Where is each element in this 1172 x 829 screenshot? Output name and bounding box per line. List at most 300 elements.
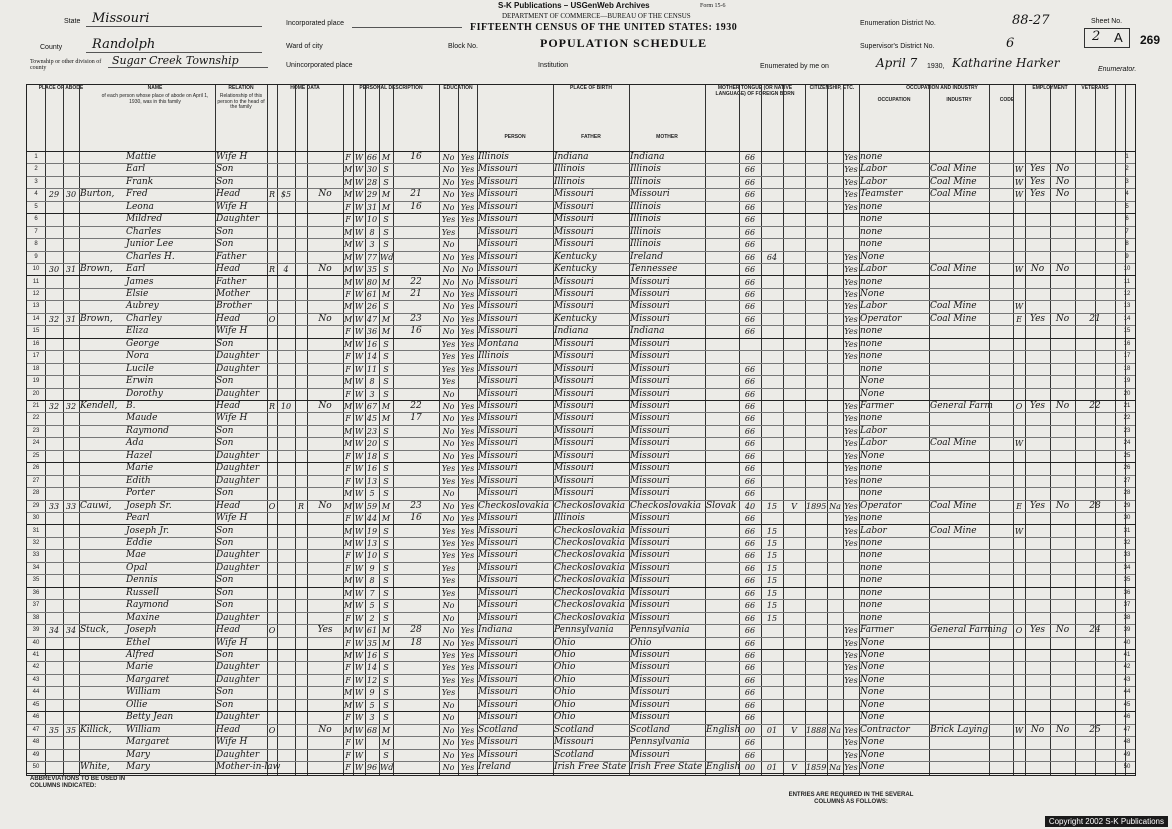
cell-vet (1051, 600, 1074, 611)
cell-agem (394, 613, 438, 624)
cell-yr (806, 737, 826, 748)
cell-sex: M (344, 601, 353, 611)
cell-age: 36 (366, 327, 378, 337)
cell-birth: Missouri (478, 288, 518, 299)
cell-eng: Yes (844, 501, 858, 511)
cell-eng (844, 613, 858, 624)
cell-agem (394, 339, 438, 350)
cell-occ: None (860, 450, 885, 461)
cell-surname (80, 575, 124, 586)
cell-home (268, 214, 276, 225)
cell-age: 3 (369, 713, 375, 723)
cell-tongue (706, 476, 738, 487)
cell-birth: Missouri (478, 425, 518, 436)
cell-mar: S (383, 576, 389, 586)
cell-surname (80, 227, 124, 238)
cell-nat: Na (829, 763, 841, 773)
cell-house (46, 426, 62, 437)
cell-nat (828, 675, 842, 686)
cell-sch: Yes (441, 339, 456, 349)
cell-ind (930, 252, 988, 263)
census-row (27, 300, 1135, 312)
cell-race: W (354, 389, 364, 399)
cell-birth: Missouri (478, 239, 518, 250)
state-underline (86, 26, 262, 27)
cell-given: Dennis (126, 575, 158, 586)
cell-code2 (762, 650, 782, 661)
cell-surname (80, 351, 124, 362)
cell-farm (308, 389, 342, 400)
cell-age: 31 (366, 202, 378, 212)
cell-surname (80, 451, 124, 462)
cell-code2 (762, 289, 782, 300)
cell-farm: No (318, 500, 332, 511)
cell-farm (308, 277, 342, 288)
cell-read: Yes (460, 153, 475, 162)
cell-yr (806, 662, 826, 673)
cell-father: Missouri (554, 351, 594, 362)
cell-rel: Son (216, 687, 234, 698)
cell-code2 (762, 451, 782, 462)
cell-code3 (784, 351, 804, 362)
cell-emp (1026, 588, 1049, 599)
cell-vet (1051, 376, 1074, 387)
census-row (27, 251, 1135, 263)
cell-nat (828, 426, 842, 437)
cell-sex: F (345, 202, 351, 212)
cell-sch: No (442, 725, 455, 735)
cell-vwar (1076, 675, 1114, 686)
cell-code3 (784, 588, 804, 599)
cell-code1: 66 (744, 601, 756, 611)
cell-rel: Head (216, 313, 241, 324)
cell-birth: Missouri (478, 637, 518, 648)
cell-occ: None (860, 662, 885, 673)
cell-surname (80, 538, 124, 549)
cell-code1: 66 (744, 738, 756, 748)
cell-farm (308, 476, 342, 487)
cell-vwar (1076, 252, 1114, 263)
cell-code1: 66 (744, 451, 756, 461)
cell-house (46, 202, 62, 213)
cell-emp (1026, 438, 1049, 449)
cell-code3 (784, 712, 804, 723)
line-number: 20 (32, 390, 40, 397)
cell-radio (296, 662, 306, 673)
cell-ind: Coal Mine (930, 189, 977, 200)
cell-code3 (784, 413, 804, 424)
cell-own (278, 488, 294, 499)
cell-farm (308, 750, 342, 761)
cell-age: 9 (369, 688, 375, 698)
census-row (27, 263, 1135, 275)
cell-tongue (706, 575, 738, 586)
cell-mother: Missouri (630, 687, 670, 698)
cell-read (459, 588, 476, 599)
cell-read: Yes (460, 215, 475, 225)
line-number-right: 41 (1123, 652, 1131, 658)
cell-nat (828, 687, 842, 698)
cell-code2 (762, 264, 782, 275)
cell-race: W (354, 464, 364, 474)
cell-house: 32 (48, 402, 60, 411)
cell-code3 (784, 252, 804, 263)
cell-code1: 66 (744, 302, 756, 312)
cell-birth: Missouri (478, 475, 518, 486)
cell-cls (1014, 538, 1024, 549)
cell-race: W (354, 563, 364, 573)
section-relation: RELATION (228, 85, 254, 91)
cell-eng: Yes (844, 414, 858, 424)
cell-age: 61 (366, 626, 378, 636)
township-underline (108, 67, 268, 68)
cell-race: W (354, 501, 364, 511)
cell-agem (394, 239, 438, 250)
cell-rel: Son (216, 176, 234, 187)
cell-sch: No (442, 190, 455, 200)
cell-vet: No (1055, 164, 1070, 175)
cell-fam (64, 588, 78, 599)
cell-emp: Yes (1029, 625, 1046, 636)
cell-ind (930, 227, 988, 238)
cell-emp (1026, 526, 1049, 537)
industry-col: INDUSTRY (946, 97, 972, 103)
cell-eng: Yes (844, 202, 858, 212)
cell-cls (1014, 613, 1024, 624)
cell-mother: Checkoslovakia (630, 500, 701, 511)
cell-house (46, 563, 62, 574)
cell-own: 10 (280, 402, 292, 411)
cell-age: 11 (366, 364, 378, 374)
cell-ind: General Farm (930, 401, 993, 411)
cell-yr (806, 575, 826, 586)
cell-occ: None (860, 251, 885, 262)
name-description: of each person whose place of abode on April 1, 1930, was in this family (101, 93, 209, 105)
cell-nat (828, 301, 842, 312)
cell-home (268, 675, 276, 686)
cell-read: Yes (460, 725, 475, 735)
cell-tongue (706, 401, 738, 412)
cell-mar: S (383, 663, 389, 673)
cell-own (278, 476, 294, 487)
cell-home (268, 687, 276, 698)
cell-occ: None (860, 749, 885, 760)
cell-code2: 01 (766, 763, 778, 773)
cell-surname (80, 488, 124, 499)
cell-mar: S (383, 464, 389, 474)
line-number: 12 (32, 290, 40, 297)
census-row (27, 338, 1135, 350)
cell-given: Earl (126, 164, 146, 175)
cell-race: W (354, 414, 364, 424)
cell-ind (930, 737, 988, 748)
cell-birth: Missouri (478, 450, 518, 461)
cell-birth: Missouri (478, 276, 518, 287)
line-number: 5 (34, 203, 38, 210)
cell-ind: Coal Mine (930, 301, 977, 312)
cell-radio (296, 277, 306, 288)
cell-radio (296, 488, 306, 499)
cell-sch: Yes (441, 215, 456, 225)
cell-read: Yes (460, 451, 475, 461)
cell-vwar: 25 (1089, 724, 1101, 735)
line-number-right: 12 (1123, 290, 1131, 297)
cell-code3 (784, 550, 804, 561)
cell-father: Checkoslovakia (554, 587, 625, 598)
cell-mother: Missouri (630, 475, 670, 486)
line-number: 37 (32, 602, 40, 609)
cell-vwar (1076, 600, 1114, 611)
cell-radio (296, 339, 306, 350)
cell-code3 (784, 389, 804, 400)
cell-birth: Missouri (478, 712, 518, 723)
cell-eng: Yes (844, 426, 858, 436)
line-number-right: 28 (1123, 490, 1131, 497)
cell-farm: No (318, 264, 332, 275)
cell-yr (806, 376, 826, 387)
state-label: State (64, 18, 81, 25)
census-row (27, 711, 1135, 723)
cell-surname (80, 339, 124, 350)
cell-rel: Son (216, 537, 234, 548)
cell-birth: Missouri (478, 612, 518, 623)
cell-farm (308, 762, 342, 773)
cell-code3 (784, 239, 804, 250)
cell-vwar (1076, 712, 1114, 723)
cell-own (278, 750, 294, 761)
cell-tongue (706, 326, 738, 337)
cell-birth: Missouri (478, 749, 518, 760)
cell-father: Checkoslovakia (554, 600, 625, 611)
cell-read: Yes (460, 551, 475, 561)
cell-birth: Indiana (478, 625, 513, 636)
cell-mother: Missouri (630, 388, 670, 399)
cell-house (46, 177, 62, 188)
cell-sch: Yes (441, 675, 456, 685)
cell-agem (394, 438, 438, 449)
cell-birth: Missouri (478, 737, 518, 748)
line-number: 9 (34, 253, 38, 260)
census-table (26, 84, 1136, 776)
cell-farm: Yes (317, 625, 333, 636)
cell-given: Leona (126, 201, 154, 212)
cell-mother: Illinois (630, 226, 661, 237)
cell-emp: Yes (1029, 189, 1046, 200)
cell-vet: No (1055, 724, 1070, 735)
cell-birth: Missouri (478, 537, 518, 548)
enumerated-date: April 7 (876, 56, 918, 70)
cell-sex: F (345, 638, 351, 648)
line-number: 4 (34, 191, 38, 198)
cell-age: 18 (366, 451, 378, 461)
cell-vwar (1076, 164, 1114, 175)
cell-radio (296, 164, 306, 175)
cell-read: Yes (460, 763, 475, 773)
line-number-right: 33 (1123, 552, 1131, 559)
cell-mother: Pennsylvania (630, 625, 690, 636)
cell-father: Missouri (554, 189, 594, 200)
cell-sch: No (442, 153, 455, 162)
cell-birth: Missouri (478, 550, 518, 561)
cell-surname: Brown, (80, 264, 113, 275)
cell-given: Aubrey (126, 301, 159, 312)
cell-rel: Son (216, 650, 234, 660)
enum-district-label: Enumeration District No. (860, 20, 936, 27)
cell-tongue (706, 463, 738, 474)
line-number: 33 (32, 552, 40, 559)
cell-own (278, 239, 294, 250)
cell-code1: 66 (744, 377, 756, 387)
cell-age: 13 (366, 538, 378, 548)
cell-emp (1026, 662, 1049, 673)
cell-sch: No (442, 613, 455, 623)
cell-emp (1026, 277, 1049, 288)
cell-house: 33 (48, 501, 60, 511)
cell-vwar (1076, 152, 1114, 163)
cell-tongue (706, 189, 738, 200)
cell-mar: Wd (380, 763, 394, 773)
cell-father: Illinois (554, 164, 585, 175)
census-row (27, 562, 1135, 574)
line-number: 35 (32, 577, 40, 584)
line-number-right: 1 (1125, 154, 1129, 160)
cell-age: 80 (366, 277, 378, 287)
cell-given: William (126, 724, 161, 735)
cell-fam: 30 (65, 190, 77, 200)
cell-birth: Illinois (478, 351, 509, 362)
cell-vwar (1076, 389, 1114, 400)
cell-occ: none (860, 276, 883, 287)
cell-birth: Missouri (478, 413, 518, 424)
cell-ind (930, 762, 988, 773)
cell-birth: Missouri (478, 650, 518, 660)
cell-code1: 66 (744, 688, 756, 698)
cell-home: O (268, 626, 276, 636)
cell-birth: Missouri (478, 525, 518, 536)
cell-read: No (461, 265, 474, 275)
cell-vwar (1076, 563, 1114, 574)
cell-mar: S (383, 227, 389, 237)
cell-read: Yes (460, 364, 475, 374)
cell-emp (1026, 538, 1049, 549)
census-row (27, 226, 1135, 238)
cell-eng: Yes (844, 675, 858, 685)
cell-ocode (990, 426, 1012, 437)
cell-yr (806, 513, 826, 524)
cell-emp (1026, 476, 1049, 487)
cell-mar: S (383, 265, 389, 275)
cell-mother: Ohio (630, 637, 652, 648)
cell-home (268, 364, 276, 375)
cell-fam (64, 600, 78, 611)
cell-mar: S (383, 688, 389, 698)
cell-ind (930, 675, 988, 686)
cell-code1: 66 (744, 289, 756, 299)
cell-code3: V (791, 501, 797, 511)
cell-agem (394, 426, 438, 437)
cell-given: Betty Jean (126, 712, 174, 723)
cell-fam (64, 613, 78, 624)
cell-race: W (354, 588, 364, 598)
section-personal: PERSONAL DESCRIPTION (359, 85, 423, 91)
cell-yr: 1895 (806, 501, 827, 511)
cell-sch: No (442, 426, 455, 436)
cell-vwar (1076, 538, 1114, 549)
cell-occ: none (860, 475, 883, 486)
cell-fam (64, 364, 78, 375)
cell-vwar (1076, 239, 1114, 250)
cell-code1: 66 (744, 489, 756, 499)
cell-ind (930, 413, 988, 424)
cell-sch: No (442, 402, 455, 411)
cell-surname (80, 239, 124, 250)
cell-home (268, 389, 276, 400)
cell-sch: No (442, 240, 455, 250)
cell-birth: Missouri (478, 376, 518, 387)
cell-occ: None (860, 376, 885, 387)
cell-farm (308, 538, 342, 549)
cell-given: Marie (126, 463, 154, 474)
cell-rel: Son (216, 587, 234, 598)
cell-mar: M (381, 738, 391, 748)
cell-own (278, 638, 294, 649)
cell-farm (308, 712, 342, 723)
cell-ocode (990, 227, 1012, 238)
cell-vwar (1076, 488, 1114, 499)
cell-radio: R (297, 501, 305, 511)
cell-eng: Yes (844, 514, 858, 524)
cell-rel: Son (216, 525, 234, 536)
cell-own (278, 351, 294, 362)
cell-emp (1026, 413, 1049, 424)
cell-sex: F (345, 289, 351, 299)
cell-rel: Head (216, 264, 241, 275)
cell-sex: F (345, 476, 351, 486)
cell-vwar (1076, 364, 1114, 375)
cell-code1: 66 (744, 700, 756, 710)
cell-birth: Missouri (478, 326, 518, 337)
cell-home (268, 301, 276, 312)
cell-age: 5 (369, 489, 375, 499)
cell-house (46, 675, 62, 686)
line-number-right: 42 (1123, 664, 1131, 671)
cell-occ: none (860, 363, 883, 374)
cell-ocode (990, 638, 1012, 649)
cell-occ: none (860, 326, 883, 337)
cell-vet (1051, 513, 1074, 524)
cell-farm: No (318, 189, 332, 200)
cell-given: Margaret (126, 674, 170, 685)
cell-eng: Yes (844, 153, 858, 162)
line-number-right: 5 (1125, 203, 1129, 210)
cell-vet (1051, 650, 1074, 661)
cell-agem (394, 252, 438, 263)
cell-vwar (1076, 189, 1114, 200)
line-number-right: 23 (1123, 427, 1131, 434)
cell-occ: none (860, 537, 883, 548)
cell-birth: Missouri (478, 388, 518, 399)
cell-race: W (354, 538, 364, 548)
cell-sch: Yes (441, 551, 456, 561)
cell-surname (80, 177, 124, 188)
census-row (27, 574, 1135, 586)
cell-vet (1051, 550, 1074, 561)
cell-code2: 01 (766, 725, 778, 735)
cell-vet (1051, 214, 1074, 225)
cell-emp (1026, 687, 1049, 698)
cell-surname: Brown, (80, 313, 113, 324)
occupation-col: OCCUPATION (877, 97, 911, 103)
